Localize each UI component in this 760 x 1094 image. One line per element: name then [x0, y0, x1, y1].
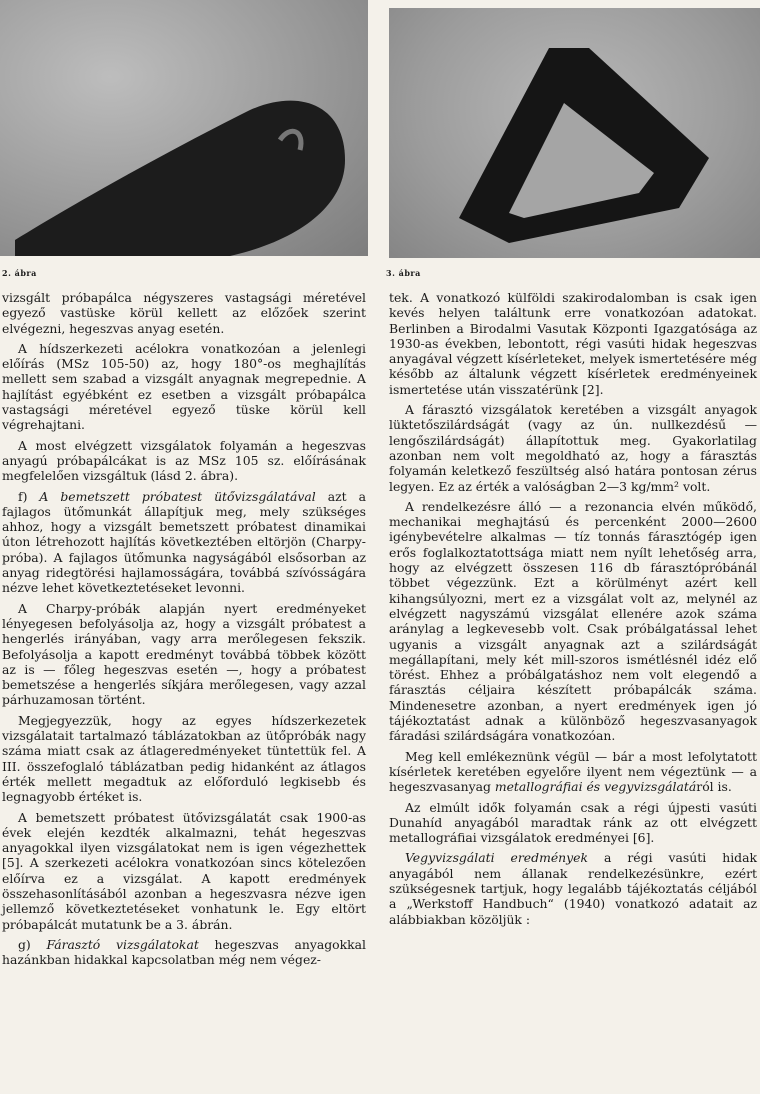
paragraph: [2, 713, 366, 805]
broken-specimen-image: [389, 8, 760, 258]
figure-2-photo: [0, 0, 368, 256]
figure-3-photo: [389, 8, 760, 258]
text-run: Meg kell emlékeznünk végül — bár a most lefolytatott kísérletek keretében egyelőre ilyent nem végeztünk — a hegeszvasanyag: [389, 748, 757, 795]
paragraph: [2, 937, 366, 968]
paragraph: [389, 290, 757, 397]
right-text-column: [389, 290, 757, 932]
text-run: A fárasztó vizsgálatok keretében a vizsgált anyagok lüktetőszilárdságát (vagy az ún. nullkezdésű — lengőszilárdságát) állapítottuk meg. Gyakorlatilag azonban nem volt megoldható az, hogy a fárasztás folyamán keletkező feszültség alsó határa pontosan zérus legyen. Ez az érték a valóságban 2—3 kg/mm² volt.: [389, 402, 757, 494]
text-run: A Charpy-próbák alapján nyert eredményeket lényegesen befolyásolja az, hogy a vizsgált próbatest a hengerlés irányában, vagy arra merőlegesen fekszik. Befolyásolja a kapott eredményt továbbá többek között az is — főleg hegeszvas esetén —, hogy a próbatest bemetszése a hengerlés síkjára merőlegesen, vagy azzal párhuzamosan történt.: [2, 600, 366, 708]
figure-2-caption: 2. ábra: [2, 268, 37, 278]
paragraph: [389, 499, 757, 744]
italic-run: Fárasztó vizsgálatokat: [46, 936, 199, 952]
text-run: A rendelkezésre álló — a rezonancia elvén működő, mechanikai meghajtású és percenként 2000—2600 igénybevételre alkalmas — tíz tonnás fárasztógép igen erős foglalkoztatottsága miatt nem nyílt lehetőség arra, hogy az elvégzett összesen 116 db fárasztópróbánál többet végezzünk. Ezt a körülményt azért kell kihangsúlyozni, mert ez a vizsgálat volt az, melynél az elvégzett nagyszámú vizsgálat ellenére azok száma aránylag a legkevesebb volt. Csak próbálgatással lehet ugyanis a vizsgált anyagnak azt a szilárdságát megállapítani, mely két mill-szoros ismétlésnél idéz elő törést. Ehhez a próbálgatáshoz nem volt elegendő a fárasztás céljaira készített próbapálcák száma. Mindenesetre azonban, a nyert eredmények igen jó tájékoztatást adnak a különböző hegeszvasanyagok fáradási szilárdságára vonatkozóan.: [389, 498, 757, 744]
text-run: f): [18, 488, 40, 504]
paragraph: [2, 601, 366, 708]
paragraph: [389, 850, 757, 926]
left-text-column: [2, 290, 366, 972]
paragraph: [389, 749, 757, 795]
text-run: Az elmúlt idők folyamán csak a régi újpesti vasúti Dunahíd anyagából maradtak ránk az ott elvégzett metallográfiai vizsgálatok eredményei [6].: [389, 799, 757, 846]
figure-3-caption: 3. ábra: [386, 268, 421, 278]
text-run: a régi vasúti hidak anyagából nem állanak rendelkezésünkre, ezért szükségesnek tartjuk, hogy legalább tájékoztatás céljából a „Werkstoff Handbuch“ (1940) vonatkozó adatait az alábbiakban közöljük :: [389, 850, 757, 927]
text-run: A bemetszett próbatest ütővizsgálatát csak 1900-as évek elején kezdték alkalmazni, tehát hegeszvas anyagokkal ilyen vizsgálatokat nem is igen végezhettek [5]. A szerkezeti acélokra vonatkozóan sincs kötelezően előírva ez a vizsgálat. A kapott eredmények összehasonlításából azonban a hegeszvasra nézve igen jellemző következtetéseket vonhatunk le. Egy eltört próbapálcát mutatunk be a 3. ábrán.: [2, 809, 366, 932]
paragraph: [2, 810, 366, 932]
text-run: hegeszvas anyagokkal hazánkban hidakkal kapcsolatban még nem végez-: [2, 936, 366, 968]
paragraph: [2, 290, 366, 336]
text-run: tek. A vonatkozó külföldi szakirodalomban is csak igen kevés helyen találtunk erre vonatkozóan adatokat. Berlinben a Birodalmi Vasutak Központi Igazgatósága az 1930-as években, lebontott, régi vasúti hidak hegeszvas anyagával végzett kísérleteket, melyek ismertetésére még később az általunk végzett kísérletek eredményeinek ismertetése után visszatérünk [2].: [389, 290, 757, 397]
paragraph: [2, 341, 366, 433]
paragraph: [2, 489, 366, 596]
bent-specimen-image: [0, 0, 368, 256]
italic-run: A bemetszett próbatest ütővizsgálatával: [39, 488, 316, 504]
text-run: Megjegyezzük, hogy az egyes hídszerkezetek vizsgálatait tartalmazó táblázatokban az ütőpróbák nagy száma miatt csak az átlageredményeket tüntettük fel. A III. összefoglaló táblázatban pedig hidanként az átlagos érték mellett megadtuk az előforduló legkisebb és legnagyobb értéket is.: [2, 712, 366, 805]
italic-run: Vegyvizsgálati eredmények: [405, 850, 588, 866]
text-run: vizsgált próbapálca négyszeres vastagsági méretével egyező vastüske körül kellett az előzőek szerint elvégezni, hegeszvas anyag esetén.: [2, 290, 366, 336]
paragraph: [389, 800, 757, 846]
text-run: A most elvégzett vizsgálatok folyamán a hegeszvas anyagú próbapálcákat is az MSz 105 sz. előírásának megfelelően vizsgáltuk (lásd 2. ábra).: [2, 437, 366, 484]
text-run: g): [18, 936, 47, 952]
text-run: azt a fajlagos ütőmunkát állapítjuk meg, mely szükséges ahhoz, hogy a vizsgált bemetszett próbatest dinamikai úton létrehozott hajlítás következtében eltörjön (Charpy-próba). A fajlagos ütőmunka nagyságából elsősorban az anyag ridegtörési hajlamosságára, továbbá szívósságára nézve lehet következtetéseket levonni.: [2, 488, 366, 596]
text-run: A hídszerkezeti acélokra vonatkozóan a jelenlegi előírás (MSz 105-50) az, hogy 180°-os meghajlítás mellett sem szabad a vizsgált anyagnak megrepednie. A hajlítást egyébként ez esetben a vizsgált próbapálca vastagsági méretével egyező tüske körül kell végrehajtani.: [2, 340, 366, 433]
paragraph: [2, 438, 366, 484]
paragraph: [389, 402, 757, 494]
text-run: ról is.: [696, 779, 732, 795]
italic-run: metallográfiai és vegyvizsgálatá: [494, 779, 697, 795]
